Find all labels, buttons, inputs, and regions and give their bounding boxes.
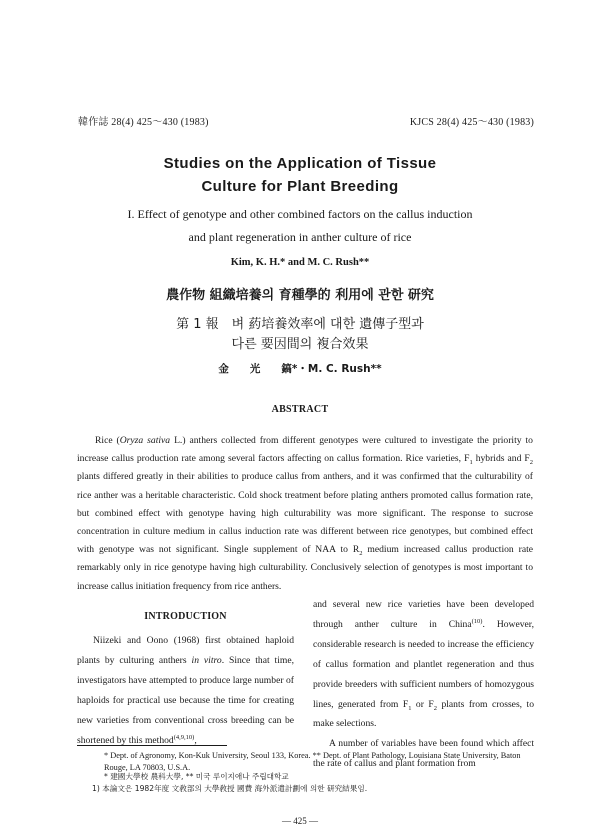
abstract-heading: ABSTRACT <box>271 404 329 415</box>
introduction-right-column <box>313 595 534 774</box>
paper-subtitle-line1: I. Effect of genotype and other combined factors on the callus induction <box>127 207 473 221</box>
page-number: — 425 — <box>282 816 318 826</box>
introduction-left-column: Niizeki and Oono (1968) first obtained haploid plants by culturing anthers in vitro. Since that time, investigators have attempted to produce large number of haploids for practical use because the time for creating new varieties from conventional cross breeding can be shortened by this method$^{(4,9,10)}$, <box>77 635 294 746</box>
korean-subtitle-line2: 다른 要因間의 複合效果 <box>231 337 369 352</box>
introduction-heading: INTRODUCTION <box>144 611 227 622</box>
footnote-affiliations: * Dept. of Agronomy, Kon-Kuk University, Seoul 133, Korea. ** Dept. of Plant Pathology, Louisiana State University, Baton Rouge, LA 70803, U.S.A. <box>104 751 521 772</box>
introduction-paragraph: A number of variables have been found which affect the rate of callus and plant formation from <box>313 738 534 770</box>
paper-subtitle-line2: and plant regeneration in anther culture of rice <box>188 230 412 244</box>
species-name: Oryza sativa <box>119 435 171 446</box>
authors-korean: 金 光 鎬*・M. C. Rush** <box>218 363 382 375</box>
running-header-english: KJCS 28(4) 425～430 (1983) <box>409 117 534 128</box>
footnote-funding: 1) 本論文은 1982年度 文敎部의 大學敎授 國費 海外派遣計劃에 의한 研究結果임. <box>92 784 368 793</box>
paper-title-line1: Studies on the Application of Tissue <box>163 155 437 172</box>
running-header-korean: 韓作誌 28(4) 425～430 (1983) <box>78 117 209 128</box>
introduction-paragraph: and several new rice varieties have been developed through anther culture in China$^{(10)}$. However, considerable research is needed to increase the efficiency of callus formation and plantlet regeneration and thus provide breeders with sufficient numbers of homozygous lines, generated from $F_1$ or $F_2$ plants from crosses, to make selections. <box>313 599 535 730</box>
footnote-korean-affiliations: * 建國大學校 農科大學, ** 미국 루이지애나 주립대학교 <box>104 772 289 781</box>
abstract-body: Rice (Oryza sativa L.) anthers collected from different genotypes were cultured to investigate the priority to increase callus production rate among several factors affecting on callus formation. Rice varieties, $F_1$ hybrids and $F_2$ plants differed greatly in their abilities to produce callus from anthers, and it was confirmed that the culturability of rice anther was a heritable characteristic. Cold shock treatment before plating anthers promoted callus formation rate, but combined effect with genotype having high culturability was more significant. The response to sucrose concentration in culture medium in callus induction rate was different between rice genotypes, but combined effect with genotype was not significant. Single supplement of NAA to $R_2$ medium increased callus production rate remarkably only in rice genotype having high culturability. Conclusively selection of genotypes is most important to increase callus initiation frequency from rice anthers. <box>77 435 533 592</box>
footnote-divider <box>77 745 227 746</box>
citation-ref: (10) <box>471 617 483 625</box>
authors-english: Kim, K. H.* and M. C. Rush** <box>230 257 370 268</box>
korean-title: 農作物 組織培養의 育種學的 利用에 관한 研究 <box>166 288 434 303</box>
paper-title-line2: Culture for Plant Breeding <box>201 178 399 195</box>
korean-subtitle-line1: 第 1 報 벼 葯培養效率에 대한 遺傳子型과 <box>176 317 424 332</box>
citation-ref: (4,9,10) <box>173 733 195 741</box>
